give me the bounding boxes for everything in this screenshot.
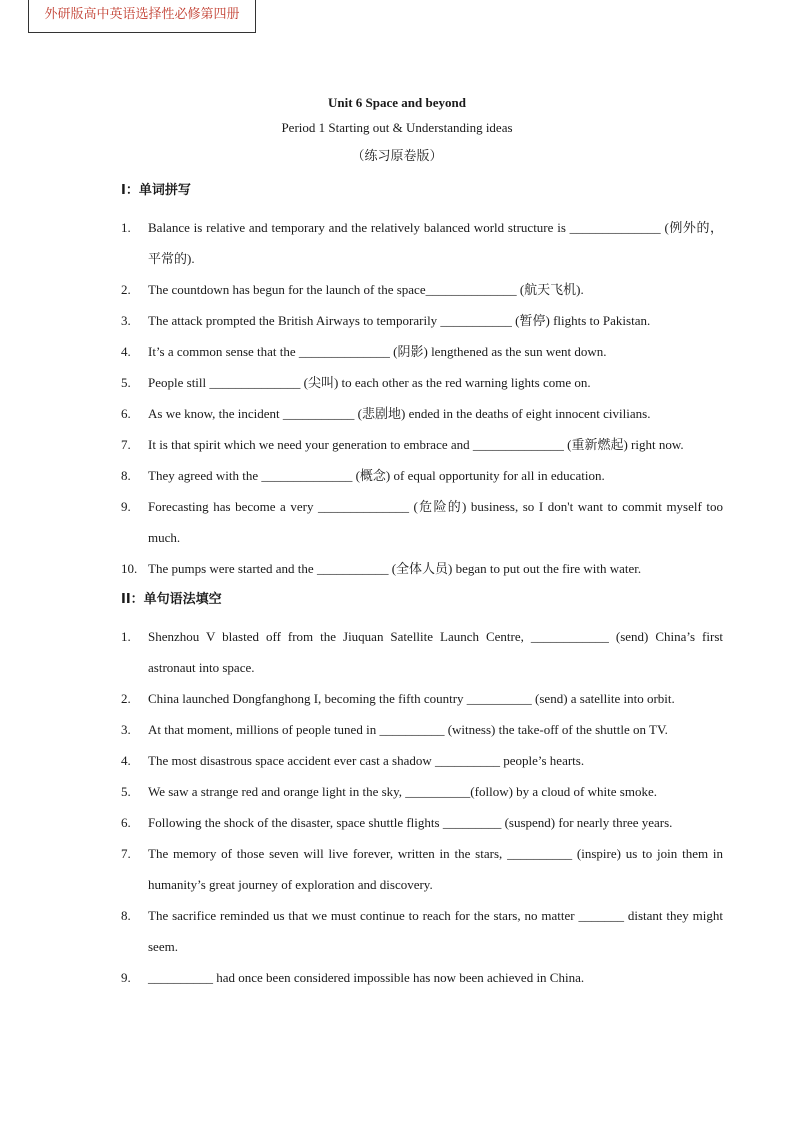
- question-number: 2.: [121, 282, 131, 297]
- question-number: 1.: [121, 629, 131, 644]
- question-text: The memory of those seven will live forever, written in the stars, __________ (inspire) us to join them in humanity’s great journey of exploration and discovery.: [148, 846, 723, 892]
- question-number: 10.: [121, 561, 138, 576]
- question-number: 9.: [121, 499, 131, 514]
- question-text: We saw a strange red and orange light in the sky, __________(follow) by a cloud of white smoke.: [148, 784, 657, 799]
- question-number: 6.: [121, 406, 131, 421]
- exercise-content: [121, 181, 723, 993]
- question-item: [121, 212, 723, 274]
- question-text: Forecasting has become a very ______________ (危险的) business, so I don't want to commit myself too much.: [148, 499, 723, 545]
- question-text: It is that spirit which we need your generation to embrace and ______________ (重新燃起) right now.: [148, 437, 684, 452]
- question-text: The countdown has begun for the launch of the space______________ (航天飞机).: [148, 282, 584, 297]
- question-text: Balance is relative and temporary and the relatively balanced world structure is ______________ (例外的，平常的).: [148, 220, 723, 266]
- question-text: The attack prompted the British Airways to temporarily ___________ (暂停) flights to Pakistan.: [148, 313, 651, 328]
- question-item: [121, 274, 723, 305]
- question-number: 6.: [121, 815, 131, 830]
- question-number: 7.: [121, 437, 131, 452]
- period-title: Period 1 Starting out & Understanding ideas: [281, 120, 513, 135]
- question-number: 4.: [121, 344, 131, 359]
- question-text: They agreed with the ______________ (概念) of equal opportunity for all in education.: [148, 468, 605, 483]
- question-number: 8.: [121, 468, 131, 483]
- question-item: [121, 714, 723, 745]
- question-item: [121, 553, 723, 584]
- question-text: China launched Dongfanghong I, becoming the fifth country __________ (send) a satellite into orbit.: [148, 691, 675, 706]
- section2-list: [121, 621, 723, 993]
- question-item: [121, 900, 723, 962]
- question-text: It’s a common sense that the ______________ (阴影) lengthened as the sun went down.: [148, 344, 607, 359]
- question-text: The most disastrous space accident ever cast a shadow __________ people’s hearts.: [148, 753, 585, 768]
- question-text: The sacrifice reminded us that we must continue to reach for the stars, no matter _______ distant they might seem.: [148, 908, 723, 954]
- question-text: People still ______________ (尖叫) to each other as the red warning lights come on.: [148, 375, 591, 390]
- unit-title: Unit 6 Space and beyond: [328, 95, 466, 110]
- version-label: （练习原卷版）: [351, 149, 443, 164]
- edition-stamp: 外研版高中英语选择性必修第四册: [28, 0, 256, 33]
- question-item: [121, 962, 723, 993]
- section1-heading: I：单词拼写: [121, 183, 191, 198]
- question-item: [121, 460, 723, 491]
- question-number: 7.: [121, 846, 131, 861]
- question-item: [121, 807, 723, 838]
- question-item: [121, 429, 723, 460]
- question-text: At that moment, millions of people tuned in __________ (witness) the take-off of the shuttle on TV.: [148, 722, 668, 737]
- question-item: [121, 621, 723, 683]
- section2-heading: II：单句语法填空: [121, 592, 222, 607]
- question-text: Following the shock of the disaster, space shuttle flights _________ (suspend) for nearly three years.: [148, 815, 673, 830]
- question-item: [121, 398, 723, 429]
- question-number: 3.: [121, 722, 131, 737]
- question-number: 2.: [121, 691, 131, 706]
- title-block: [0, 95, 794, 170]
- question-number: 5.: [121, 784, 131, 799]
- question-number: 5.: [121, 375, 131, 390]
- question-number: 4.: [121, 753, 131, 768]
- question-text: The pumps were started and the ___________ (全体人员) began to put out the fire with water.: [148, 561, 642, 576]
- question-item: [121, 367, 723, 398]
- question-text: Shenzhou V blasted off from the Jiuquan Satellite Launch Centre, ____________ (send) China’s first astronaut into space.: [148, 629, 723, 675]
- question-item: [121, 745, 723, 776]
- question-item: [121, 336, 723, 367]
- section1-list: [121, 212, 723, 584]
- question-item: [121, 305, 723, 336]
- question-item: [121, 776, 723, 807]
- question-number: 8.: [121, 908, 131, 923]
- question-item: [121, 491, 723, 553]
- question-number: 9.: [121, 970, 131, 985]
- question-number: 3.: [121, 313, 131, 328]
- question-number: 1.: [121, 220, 131, 235]
- question-text: __________ had once been considered impossible has now been achieved in China.: [148, 970, 585, 985]
- question-text: As we know, the incident ___________ (悲剧地) ended in the deaths of eight innocent civilians.: [148, 406, 651, 421]
- question-item: [121, 683, 723, 714]
- question-item: [121, 838, 723, 900]
